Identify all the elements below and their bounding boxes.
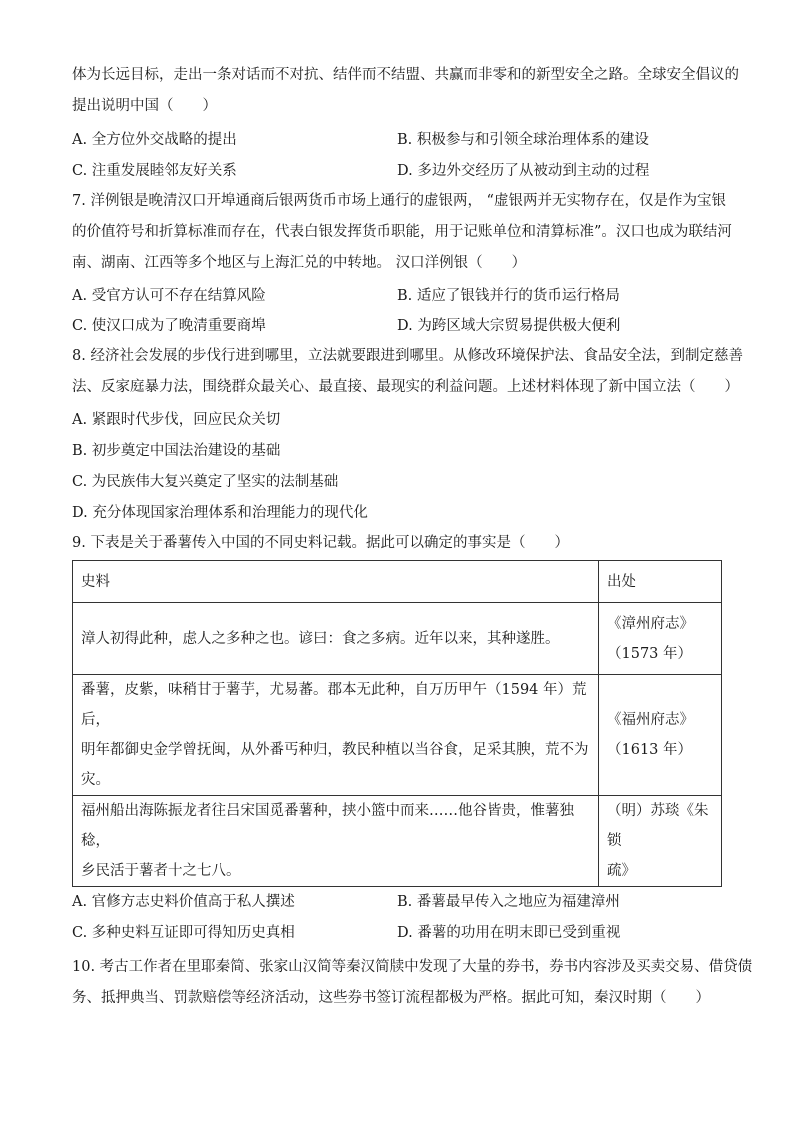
- table-cell-line: 番薯，皮紫，味稍甘于薯芋，尤易蕃。郡本无此种，自万历甲午（1594 年）荒后，: [81, 682, 587, 728]
- q8-stem-line-2: 法、反家庭暴力法，围绕群众最关心、最直接、最现实的利益问题。上述材料体现了新中国立法（ ）: [72, 379, 739, 395]
- table-cell-source: [599, 796, 722, 887]
- q8-option-b: B. 初步奠定中国法治建设的基础: [72, 443, 281, 459]
- q6-option-c: C. 注重发展睦邻友好关系: [72, 163, 237, 179]
- q6-option-d: D. 多边外交经历了从被动到主动的过程: [397, 163, 650, 179]
- q9-option-c: C. 多种史料互证即可得知历史真相: [72, 925, 295, 941]
- q9-option-a: A. 官修方志史料价值高于私人撰述: [72, 894, 295, 910]
- q8-stem-line-1: 8. 经济社会发展的步伐行进到哪里，立法就要跟进到哪里。从修改环境保护法、食品安全法，到制定慈善: [72, 348, 743, 364]
- table-header-row: [73, 561, 722, 603]
- q7-option-d: D. 为跨区域大宗贸易提供极大便利: [397, 318, 621, 334]
- q7-stem-line-2: 的价值符号和折算标准而存在，代表白银发挥货币职能，用于记账单位和清算标准”。汉口也成为联结河: [72, 224, 732, 240]
- table-row: [73, 796, 722, 887]
- q7-option-a: A. 受官方认可不存在结算风险: [72, 288, 266, 304]
- q8-option-d: D. 充分体现国家治理体系和治理能力的现代化: [72, 505, 368, 521]
- table-cell-line: （明）苏琰《朱锁: [607, 803, 709, 849]
- table-cell-line: 乡民活于薯者十之七八。: [81, 863, 241, 879]
- q7-option-c: C. 使汉口成为了晚清重要商埠: [72, 318, 266, 334]
- table-cell-line: 灾。: [81, 772, 110, 788]
- table-cell-source: [599, 675, 722, 796]
- table-cell-line: （1613 年）: [607, 742, 693, 758]
- table-header-source: 出处: [599, 561, 722, 603]
- q9-source-table: [72, 560, 722, 887]
- q7-stem-line-1: 7. 洋例银是晚清汉口开埠通商后银两货币市场上通行的虚银两， “虚银两并无实物存在，仅是作为宝银: [72, 193, 726, 209]
- table-cell-line: 明年都御史金学曾抚闽，从外番丐种归，教民种植以当谷食，足采其腴，荒不为: [81, 742, 589, 758]
- table-cell-line: 疏》: [607, 863, 636, 879]
- q6-option-a: A. 全方位外交战略的提出: [72, 132, 237, 148]
- q6-stem-line-2: 提出说明中国（ ）: [72, 98, 217, 114]
- table-cell-line: 福州船出海陈振龙者往吕宋国觅番薯种，挟小篮中而来……他谷皆贵，惟薯独稔，: [81, 803, 574, 849]
- table-header-text: 史料: [73, 561, 599, 603]
- table-cell-line: 《福州府志》: [607, 712, 694, 728]
- table-cell-line: 《漳州府志》: [607, 615, 694, 632]
- table-cell-text: [73, 603, 599, 675]
- q10-stem-line-2: 务、抵押典当、罚款赔偿等经济活动，这些券书签订流程都极为严格。据此可知，秦汉时期（ ）: [72, 990, 710, 1006]
- table-cell-line: 漳人初得此种，虑人之多种之也。谚曰：食之多病。近年以来，其种遂胜。: [81, 630, 560, 647]
- table-cell-text: [73, 675, 599, 796]
- table-row: [73, 603, 722, 675]
- q9-option-b: B. 番薯最早传入之地应为福建漳州: [397, 894, 620, 910]
- q9-option-d: D. 番薯的功用在明末即已受到重视: [397, 925, 621, 941]
- table-cell-line: （1573 年）: [607, 645, 693, 662]
- q7-option-b: B. 适应了银钱并行的货币运行格局: [397, 288, 620, 304]
- q10-stem-line-1: 10. 考古工作者在里耶秦简、张家山汉简等秦汉简牍中发现了大量的券书，券书内容涉及买卖交易、借贷债: [72, 959, 753, 975]
- table-cell-source: [599, 603, 722, 675]
- table-cell-text: [73, 796, 599, 887]
- q7-stem-line-3: 南、湖南、江西等多个地区与上海汇兑的中转地。 汉口洋例银（ ）: [72, 255, 527, 271]
- table-row: [73, 675, 722, 796]
- q6-option-b: B. 积极参与和引领全球治理体系的建设: [397, 132, 649, 148]
- q9-stem: 9. 下表是关于番薯传入中国的不同史料记载。据此可以确定的事实是（ ）: [72, 535, 569, 551]
- q8-option-c: C. 为民族伟大复兴奠定了坚实的法制基础: [72, 474, 339, 490]
- q6-stem-line-1: 体为长远目标，走出一条对话而不对抗、结伴而不结盟、共赢而非零和的新型安全之路。全球安全倡议的: [72, 67, 739, 83]
- q8-option-a: A. 紧跟时代步伐，回应民众关切: [72, 412, 281, 428]
